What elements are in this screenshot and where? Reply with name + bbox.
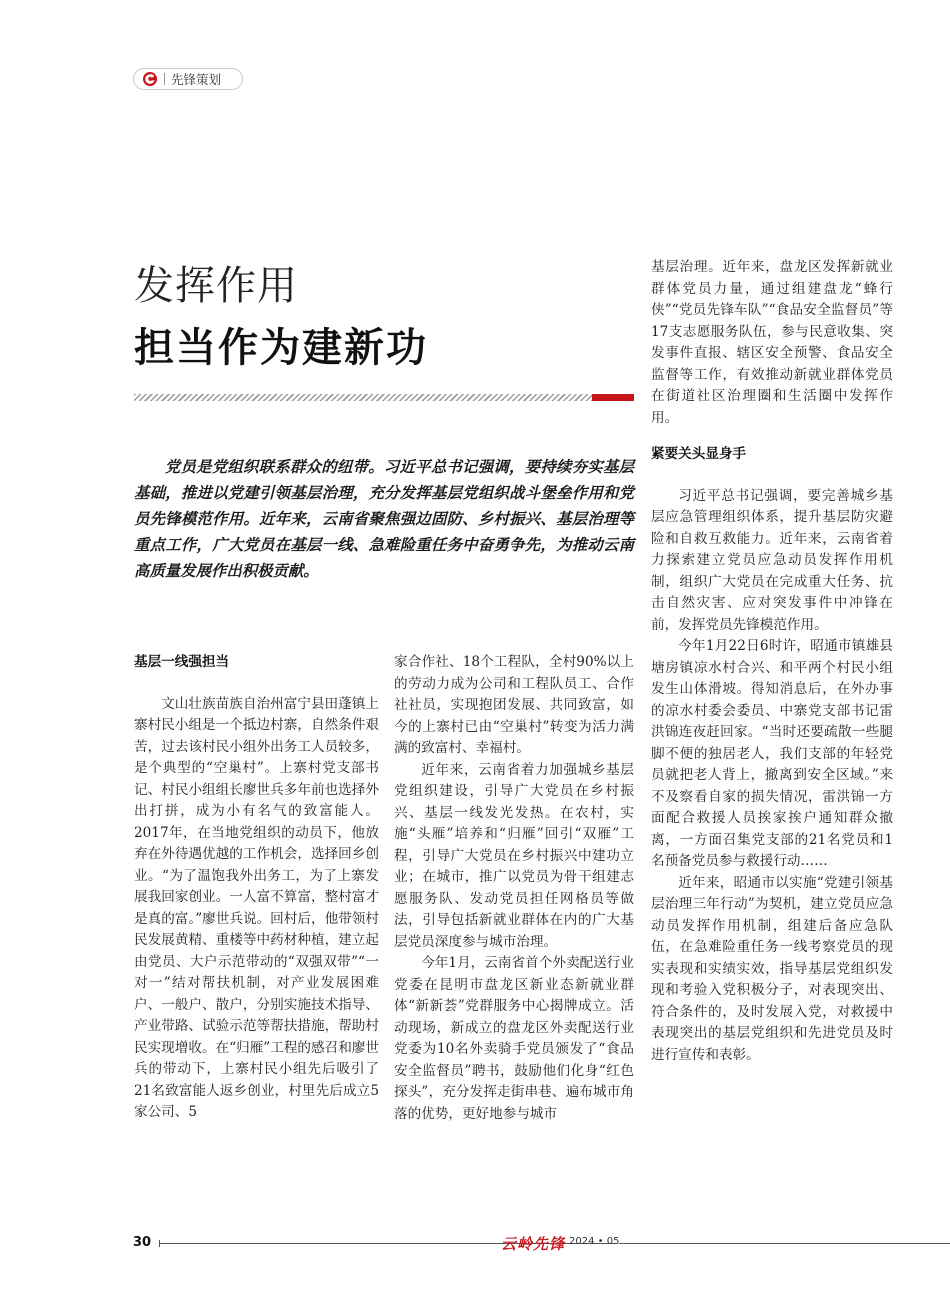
body-paragraph: 今年1月，云南省首个外卖配送行业党委在昆明市盘龙区新业态新就业群体“新新荟”党群服务中心揭牌成立。活动现场，新成立的盘龙区外卖配送行业党委为10名外卖骑手党员颁发了“食品安全监督员”聘书，鼓励他们化身“红色探头”，充分发挥走街串巷、遍布城市角落的优势，更好地参与城市	[394, 955, 634, 1122]
body-paragraph: 习近平总书记强调，要完善城乡基层应急管理组织体系，提升基层防灾避险和自救互救能力。近年来，云南省着力探索建立党员应急动员发挥作用机制，组织广大党员在完成重大任务、抗击自然灾害、应对突发事件中冲锋在前，发挥党员先锋模范作用。	[651, 487, 893, 633]
body-paragraph: 家合作社、18个工程队，全村90%以上的劳动力成为公司和工程队员工、合作社社员，实现抱团发展、共同致富，如今的上寨村已由“空巢村”转变为活力满满的致富村、幸福村。	[394, 654, 634, 756]
section-tag	[133, 68, 243, 90]
body-paragraph: 基层治理。近年来，盘龙区发挥新就业群体党员力量，通过组建盘龙“蜂行侠”“党员先锋车队”“食品安全监督员”等17支志愿服务队伍，参与民意收集、突发事件直报、辖区安全预警、食品安全监督等工作，有效推动新就业群体党员在街道社区治理圈和生活圈中发挥作用。	[651, 259, 893, 426]
column-right	[651, 257, 893, 1066]
section-tag-label: 先锋策划	[171, 72, 222, 87]
masthead-logo: 云岭先锋	[501, 1235, 566, 1253]
body-paragraph: 文山壮族苗族自治州富宁县田蓬镇上寨村民小组是一个抵边村寨，自然条件艰苦，过去该村民小组外出务工人员较多，是个典型的“空巢村”。上寨村党支部书记、村民小组组长廖世兵多年前也选择外出打拼，成为小有名气的致富能人。2017年，在当地党组织的动员下，他放弃在外待遇优越的工作机会，选择回乡创业。“为了温饱我外出务工，为了上寨发展我回家创业。一人富不算富，整村富才是真的富。”廖世兵说。回村后，他带领村民发展黄精、重楼等中药材种植，建立起由党员、大户示范带动的“双强双带”“一对一”结对帮扶机制，对产业发展困难户、一般户、散户，分别实施技术指导、产业带路、试验示范等帮扶措施，帮助村民实现增收。在“归雁”工程的感召和廖世兵的带动下，上寨村民小组先后吸引了21名致富能人返乡创业，村里先后成立5家公司、5	[134, 695, 379, 1120]
section-heading-2: 紧要关头显身手	[651, 446, 747, 462]
swirl-logo-icon	[142, 71, 158, 87]
lead-paragraph: 党员是党组织联系群众的纽带。习近平总书记强调，要持续夯实基层基础，推进以党建引领基层治理，充分发挥基层党组织战斗堡垒作用和党员先锋模范作用。近年来，云南省聚焦强边固防、乡村振兴、基层治理等重点工作，广大党员在基层一线、急难险重任务中奋勇争先，为推动云南高质量发展作出积极贡献。	[134, 458, 634, 580]
title-line-2: 担当作为建新功	[134, 324, 428, 371]
body-paragraph: 近年来，云南省着力加强城乡基层党组织建设，引导广大党员在乡村振兴、基层一线发光发热。在农村，实施“头雁”培养和“归雁”回引“双雁”工程，引导广大党员在乡村振兴中建功立业；在城市，推广以党员为骨干组建志愿服务队、发动党员担任网格员等做法，引导包括新就业群体在内的广大基层党员深度参与城市治理。	[394, 761, 634, 950]
footer-rule-right	[619, 1243, 950, 1244]
title-line-1: 发挥作用	[134, 263, 298, 309]
body-paragraph: 近年来，昭通市以实施“党建引领基层治理三年行动”为契机，建立党员应急动员发挥作用机制，组建后备应急队伍，在急难险重任务一线考察党员的现实表现和实绩实效，指导基层党组织发现和考验入党积极分子，对表现突出、符合条件的，及时发展入党，对救援中表现突出的基层党组织和先进党员及时进行宣传和表彰。	[651, 874, 893, 1063]
issue-number: 2024 • 05	[569, 1236, 620, 1247]
hatched-divider	[134, 394, 592, 401]
tag-divider	[164, 73, 165, 85]
column-left	[134, 652, 379, 1124]
section-heading-1: 基层一线强担当	[134, 654, 230, 670]
page-footer	[133, 1235, 950, 1251]
red-accent-bar	[592, 394, 634, 401]
column-middle	[394, 652, 634, 1125]
body-paragraph: 今年1月22日6时许，昭通市镇雄县塘房镇凉水村合兴、和平两个村民小组发生山体滑坡。得知消息后，在外办事的凉水村委会委员、中寨党支部书记雷洪锦连夜赶回家。“当时还要疏散一些腿脚不便的独居老人，我们支部的年轻党员就把老人背上，撤离到安全区域。”来不及察看自家的损失情况，雷洪锦一方面配合救援人员挨家挨户通知群众撤离，一方面召集党支部的21名党员和1名预备党员参与救援行动……	[651, 638, 893, 869]
page-number: 30	[133, 1235, 152, 1250]
